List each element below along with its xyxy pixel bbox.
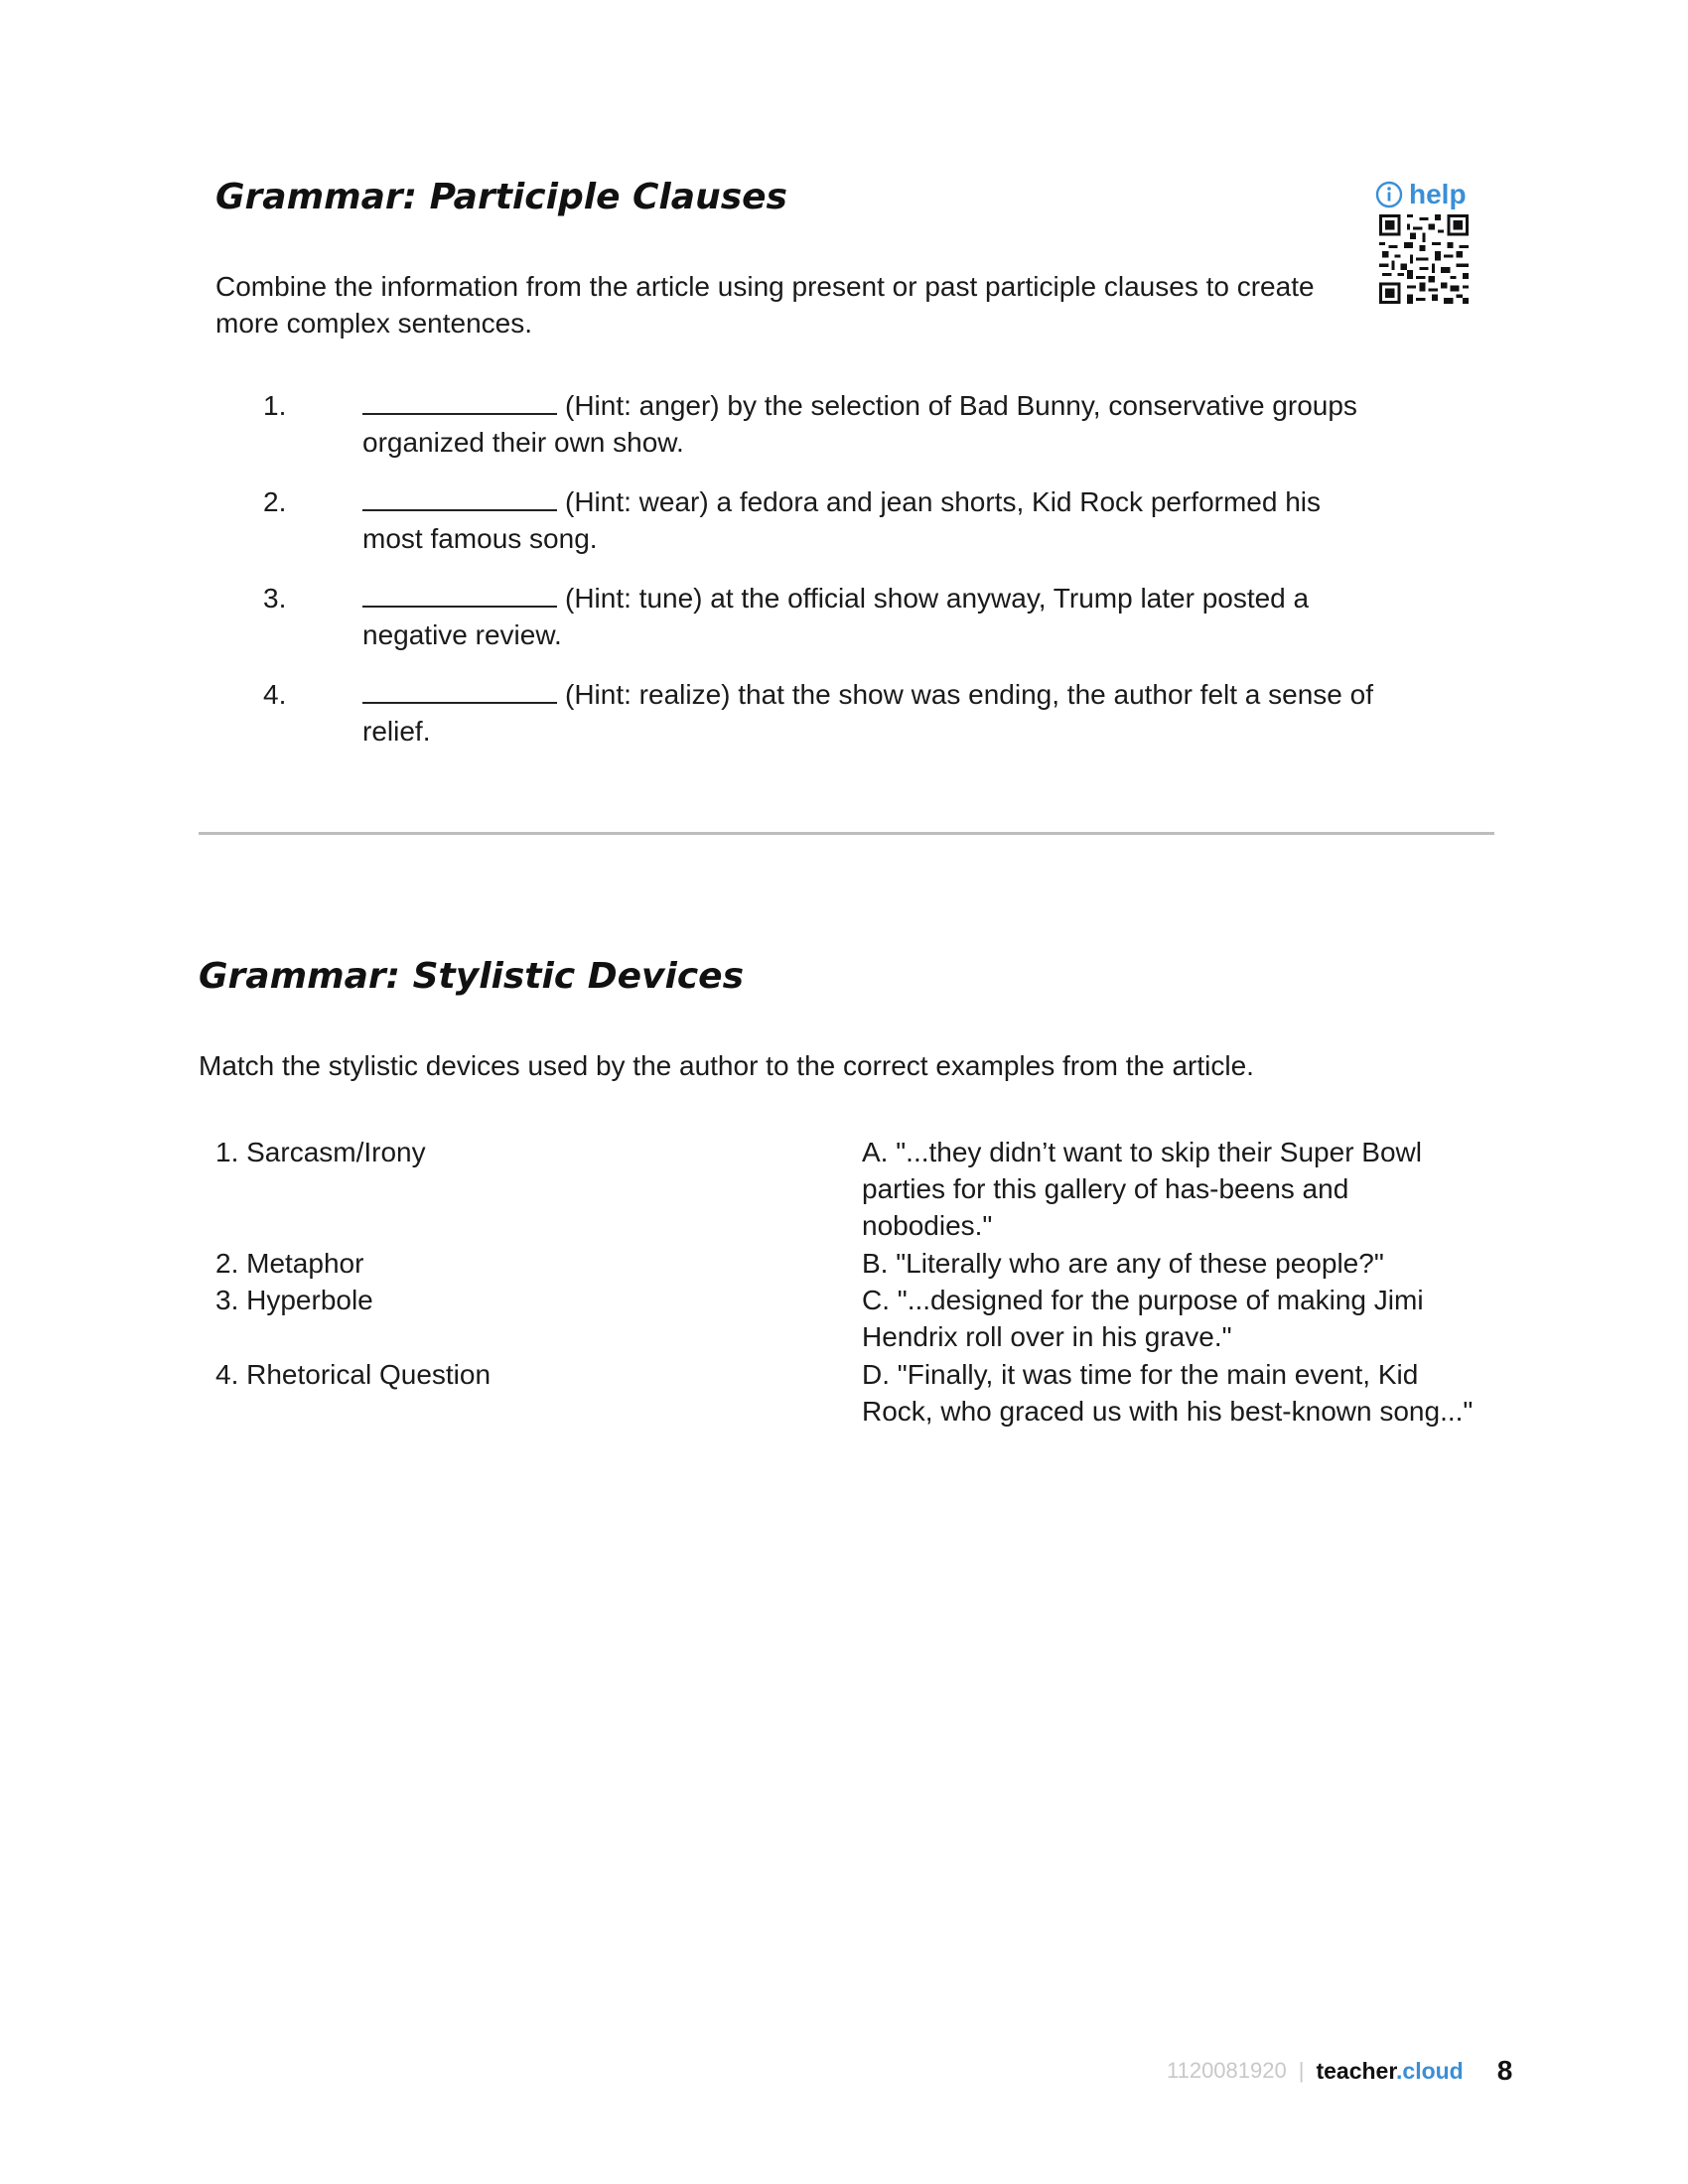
help-link[interactable]	[1375, 179, 1475, 210]
answer-blank[interactable]	[362, 389, 557, 415]
help-label: help	[1409, 179, 1467, 209]
exercise-list	[263, 387, 1385, 754]
exercise-number: 3.	[263, 583, 287, 614]
help-widget[interactable]	[1375, 179, 1475, 309]
section2-instructions: Match the stylistic devices used by the author to the correct examples from the article.	[199, 1050, 1254, 1081]
examples-list	[862, 1134, 1477, 1471]
footer-separator: |	[1298, 2058, 1305, 2083]
exercise-text: (Hint: realize) that the show was ending, the author felt a sense of relief.	[362, 679, 1374, 747]
section-title-participle-clauses: Grammar: Participle Clauses	[215, 177, 787, 217]
exercise-text: (Hint: tune) at the official show anyway, Trump later posted a negative review.	[362, 583, 1310, 650]
brand-domain: .cloud	[1396, 2057, 1464, 2084]
example-item: A. "...they didn’t want to skip their Super Bowl parties for this gallery of has-beens and nobodies."	[862, 1137, 1422, 1241]
document-code: 1120081920	[1167, 2058, 1287, 2083]
exercise-number: 1.	[263, 390, 287, 421]
page-number: 8	[1496, 2055, 1513, 2086]
example-item: B. "Literally who are any of these people?"	[862, 1248, 1384, 1279]
device-item: 3. Hyperbole	[215, 1285, 373, 1315]
exercise-text: (Hint: wear) a fedora and jean shorts, Kid Rock performed his most famous song.	[362, 486, 1322, 554]
info-icon	[1375, 181, 1403, 208]
section-title-stylistic-devices: Grammar: Stylistic Devices	[199, 956, 745, 997]
brand-logo[interactable]	[1316, 2058, 1463, 2085]
brand-name: teacher	[1316, 2057, 1397, 2084]
section-divider	[199, 832, 1494, 835]
device-item: 4. Rhetorical Question	[215, 1359, 492, 1390]
example-item: D. "Finally, it was time for the main event, Kid Rock, who graced us with his best-known song..."	[862, 1359, 1474, 1427]
exercise-number: 4.	[263, 679, 287, 710]
example-item: C. "...designed for the purpose of making Jimi Hendrix roll over in his grave."	[862, 1285, 1424, 1352]
device-item: 1. Sarcasm/Irony	[215, 1137, 426, 1167]
qr-code-icon[interactable]	[1379, 214, 1469, 304]
exercise-number: 2.	[263, 486, 287, 517]
section1-instructions: Combine the information from the article using present or past participle clauses to create more complex sentences.	[215, 271, 1315, 339]
answer-blank[interactable]	[362, 485, 557, 511]
exercise-text: (Hint: anger) by the selection of Bad Bunny, conservative groups organized their own show.	[362, 390, 1357, 458]
answer-blank[interactable]	[362, 582, 557, 608]
devices-list	[215, 1134, 811, 1402]
answer-blank[interactable]	[362, 678, 557, 704]
device-item: 2. Metaphor	[215, 1248, 364, 1279]
page-footer	[1167, 2055, 1512, 2087]
